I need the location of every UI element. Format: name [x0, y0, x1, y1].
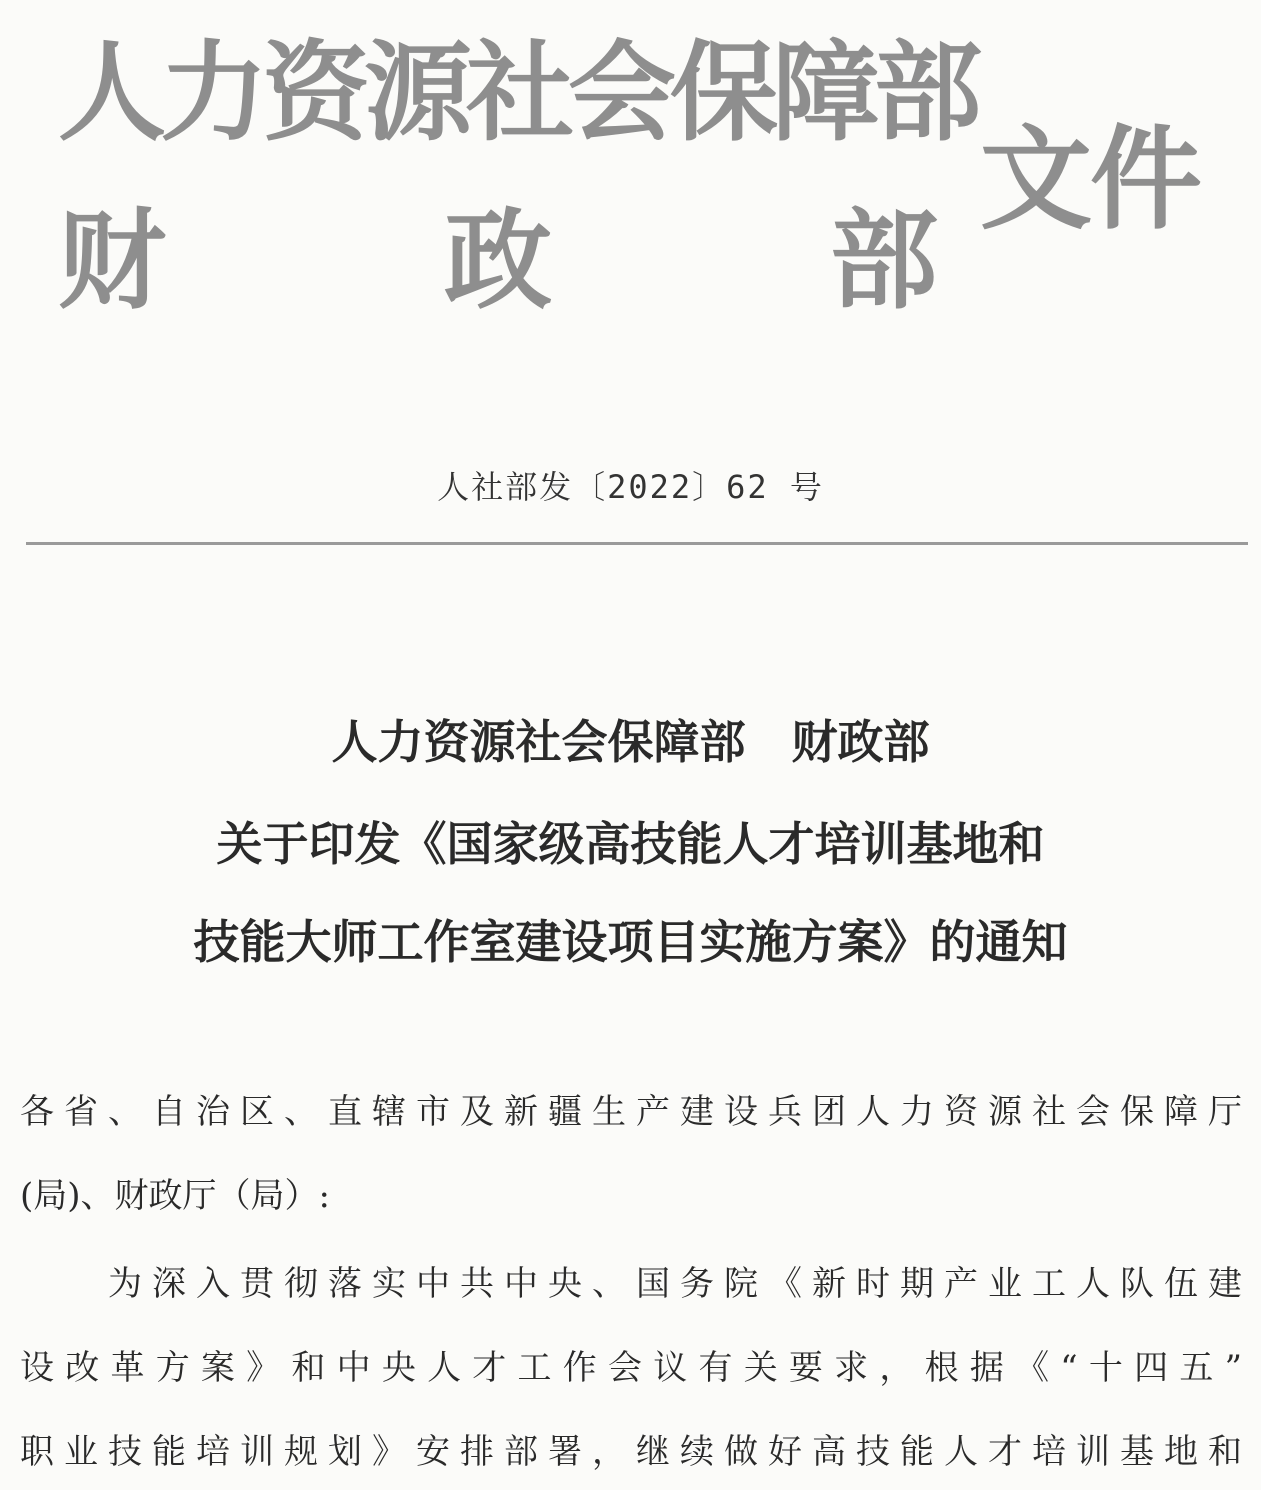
addressee-line: (局)、财政厅（局）:	[20, 1176, 330, 1216]
paragraph-line: 为深入贯彻落实中共中央、国务院《新时期产业工人队伍建	[108, 1264, 1242, 1304]
title-line: 技能大师工作室建设项目实施方案》的通知	[193, 915, 1068, 969]
document-type-label: 文件	[980, 114, 1200, 245]
title-line: 关于印发《国家级高技能人才培训基地和	[216, 817, 1045, 871]
issuing-org-finance-char: 部	[829, 198, 938, 324]
issuing-org-finance-char: 财	[58, 198, 167, 324]
issuing-org-finance	[58, 196, 938, 336]
issuing-org-hrss: 人力资源社会保障部	[58, 30, 977, 156]
paragraph-line: 职业技能培训规划》安排部署，继续做好高技能人才培训基地和	[20, 1432, 1242, 1472]
issuing-org-finance-char: 政	[443, 198, 552, 324]
paragraph-line: 设改革方案》和中央人才工作会议有关要求，根据《“十四五”	[20, 1348, 1242, 1388]
header-divider	[26, 542, 1248, 545]
addressee-line: 各省、自治区、直辖市及新疆生产建设兵团人力资源社会保障厅	[20, 1092, 1242, 1132]
document-number: 人社部发〔2022〕62 号	[437, 468, 824, 506]
title-line: 人力资源社会保障部 财政部	[331, 715, 930, 769]
